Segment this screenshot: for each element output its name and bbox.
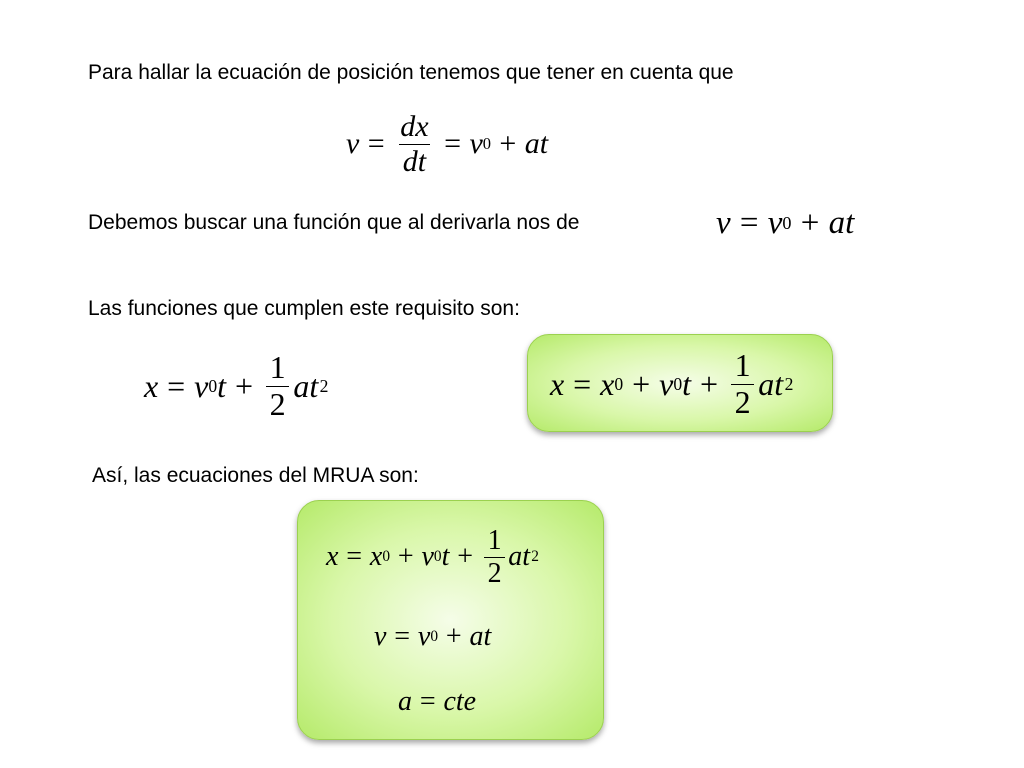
- half-fraction: $\frac{1}{2}$: [484, 526, 505, 588]
- derivative-text: Debemos buscar una función que al derivarla nos de: [88, 211, 580, 234]
- mrua-velocity-formula: v = v 0 + at: [374, 621, 492, 652]
- position-formula-no-x0: x = v 0 t + $\frac{1}{2}$ at 2: [144, 348, 329, 422]
- dx-dt-fraction: $\frac{dx}{dt}$: [400, 109, 429, 178]
- velocity-derivative-formula: v = $\frac{dx}{dt}$ = v 0 + at: [346, 109, 549, 178]
- mrua-equations-text: Así, las ecuaciones del MRUA son:: [92, 464, 419, 487]
- half-fraction: $\frac{1}{2}$: [731, 349, 755, 420]
- functions-text: Las funciones que cumplen este requisito son:: [88, 297, 520, 320]
- position-formula-with-x0: x = x 0 + v 0 t + $\frac{1}{2}$ at 2: [550, 346, 794, 420]
- mrua-position-formula: x = x 0 + v 0 t + $\frac{1}{2}$ at 2: [326, 525, 539, 589]
- mrua-acceleration-formula: a = cte: [398, 686, 477, 717]
- velocity-formula-inline: v = v 0 + at: [716, 204, 855, 241]
- half-fraction: $\frac{1}{2}$: [266, 351, 290, 422]
- intro-text-position: Para hallar la ecuación de posición tenemos que tener en cuenta que: [88, 61, 734, 84]
